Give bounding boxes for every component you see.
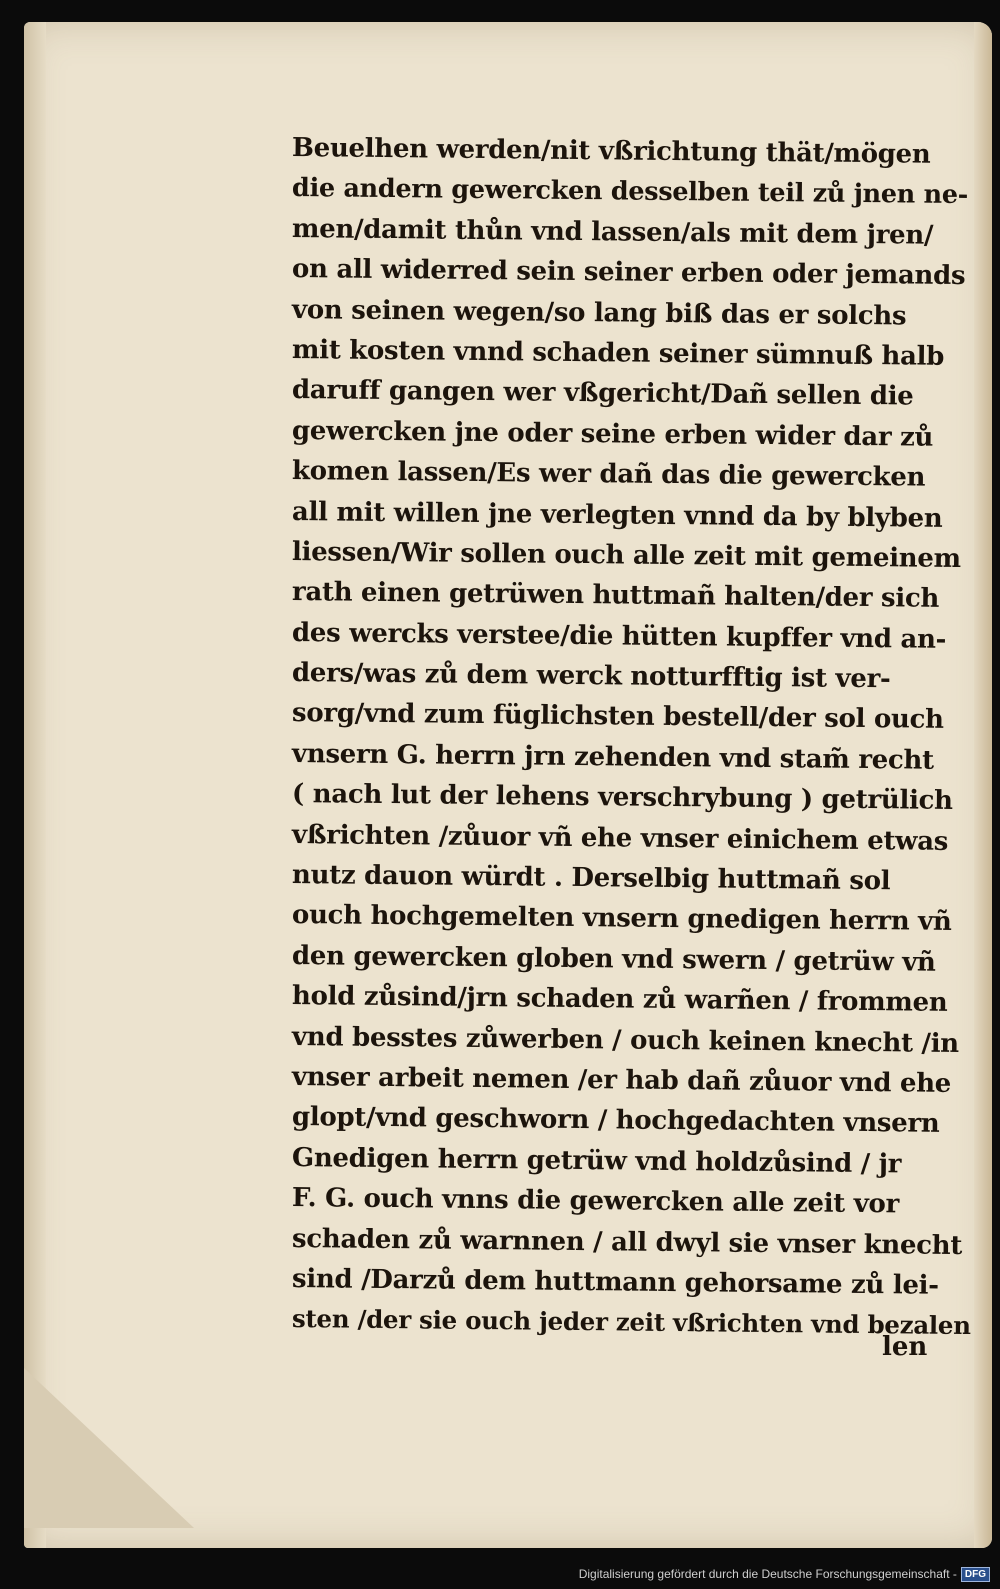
text-line: liessen/Wir sollen ouch alle zeit mit gemeinem: [291, 536, 961, 574]
text-line: mit kosten vnnd schaden seiner sümnuß halb: [291, 334, 945, 372]
dfg-logo: DFG: [961, 1567, 990, 1582]
digitization-credit: [579, 1563, 990, 1585]
text-line: vnd besstes zůwerben / ouch keinen knecht /in: [291, 1021, 960, 1059]
text-line: ders/was zů dem werck notturfftig ist ver-: [291, 658, 891, 695]
text-line: vnsern G. herrn jrn zehenden vnd stam̃ recht: [291, 738, 934, 776]
folded-corner: [24, 1368, 194, 1528]
text-line: von seinen wegen/so lang biß das er solchs: [291, 294, 907, 331]
text-line: komen lassen/Es wer dañ das die gewercken: [291, 456, 926, 493]
text-line: hold zůsind/jrn schaden zů warñen / frommen: [291, 981, 948, 1019]
text-line: vßrichten /zůuor vñ ehe vnser einichem etwas: [291, 819, 949, 857]
text-line: F. G. ouch vnns die gewercken alle zeit vor: [291, 1183, 900, 1220]
text-line: schaden zů warnnen / all dwyl sie vnser knecht: [291, 1223, 963, 1261]
text-line: vnser arbeit nemen /er hab dañ zůuor vnd ehe: [291, 1061, 952, 1099]
text-line: ouch hochgemelten vnsern gnedigen herrn vñ: [291, 900, 952, 938]
text-line: daruff gangen wer vßgericht/Dañ sellen die: [291, 375, 914, 412]
text-line: des wercks verstee/die hütten kupffer vnd an-: [291, 617, 947, 655]
text-line: sind /Darzů dem huttmann gehorsame zů lei-: [291, 1263, 939, 1301]
text-line: sten /der sie ouch jeder zeit vßrichten vnd bezalen: [291, 1304, 971, 1341]
text-line: men/damit thůn vnd lassen/als mit dem jren/: [291, 213, 934, 251]
text-line: glopt/vnd geschworn / hochgedachten vnsern: [291, 1102, 940, 1140]
text-line: gewercken jne oder seine erben wider dar zů: [291, 415, 934, 453]
text-line: ( nach lut der lehens verschrybung ) getrülich: [291, 779, 953, 817]
book-page: [24, 22, 992, 1548]
text-line: Beuelhen werden/nit vßrichtung thät/mögen: [291, 133, 931, 170]
page-gutter: [24, 22, 46, 1548]
text-line: Gnedigen herrn getrüw vnd holdzůsind / jr: [291, 1142, 902, 1180]
text-line: den gewercken globen vnd swern / getrüw vñ: [291, 940, 936, 978]
text-line: on all widerred sein seiner erben oder jemands: [291, 254, 966, 292]
text-line: sorg/vnd zum füglichsten bestell/der sol ouch: [291, 698, 944, 736]
credit-text: Digitalisierung gefördert durch die Deutsche Forschungsgemeinschaft -: [578, 1567, 957, 1581]
text-block: [292, 128, 972, 1340]
catchword: len: [882, 1332, 928, 1362]
page-fore-edge: [974, 22, 992, 1548]
text-line: die andern gewercken desselben teil zů jnen ne-: [291, 173, 969, 211]
text-line: rath einen getrüwen huttmañ halten/der sich: [291, 577, 940, 615]
text-line: nutz dauon würdt . Derselbig huttmañ sol: [291, 860, 891, 897]
text-line: all mit willen jne verlegten vnnd da by blyben: [291, 496, 943, 534]
